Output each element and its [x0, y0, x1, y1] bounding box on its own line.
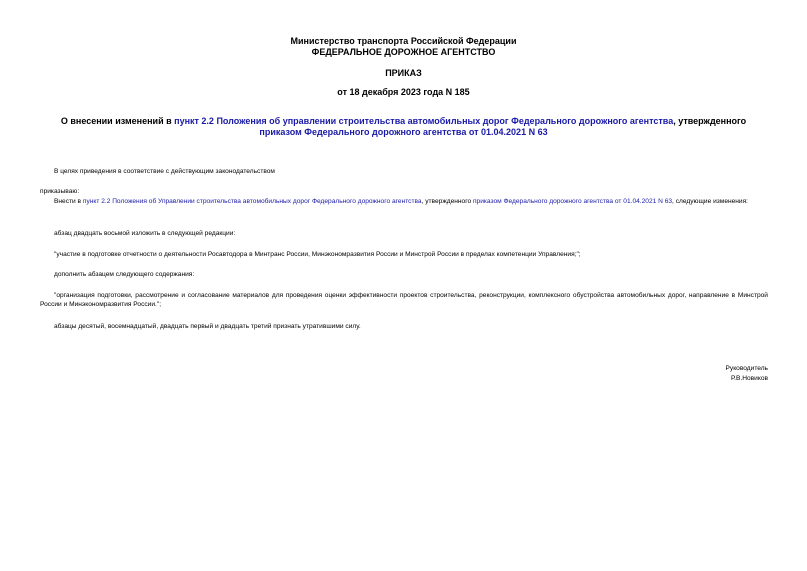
document-date: от 18 декабря 2023 года N 185	[337, 87, 470, 97]
order-word: приказываю:	[40, 188, 80, 195]
paragraph-add: дополнить абзацем следующего содержания:	[54, 271, 195, 278]
p1-prefix: Внести в	[54, 198, 83, 205]
signature-role: Руководитель	[725, 365, 768, 372]
agency-name: ФЕДЕРАЛЬНОЕ ДОРОЖНОЕ АГЕНТСТВО	[311, 47, 496, 57]
document-type: ПРИКАЗ	[385, 68, 422, 78]
paragraph-28-change: абзац двадцать восьмой изложить в следующей редакции:	[54, 230, 236, 237]
title-link-regulation[interactable]: пункт 2.2 Положения об управлении строительства автомобильных дорог Федерального дорожного агентства	[174, 116, 674, 126]
title-middle: , утвержденного	[673, 116, 747, 126]
ministry-name: Министерство транспорта Российской Федерации	[290, 36, 517, 46]
title-prefix: О внесении изменений в	[60, 116, 175, 126]
paragraph-amend	[40, 197, 768, 206]
p1-link-order[interactable]: приказом Федерального дорожного агентства от 01.04.2021 N 63	[472, 198, 673, 205]
paragraph-new-text-28: "участие в подготовке отчетности о деятельности Росавтодора в Минтранс России, Минэкономразвития России и Минстрой России в пределах компетенции Управления;";	[54, 251, 581, 258]
p1-link-regulation[interactable]: пункт 2.2 Положения об Управлении строительства автомобильных дорог Федерального дорожного агентства	[82, 198, 422, 205]
signature-name: Р.В.Новиков	[731, 375, 768, 382]
intro-paragraph: В целях приведения в соответствие с действующим законодательством	[54, 168, 275, 175]
p1-suffix: , следующие изменения:	[672, 198, 749, 205]
paragraph-new-text-added: "организация подготовки, рассмотрение и согласование материалов для проведения оценки эффективности проектов строительства, реконструкции, комплексного обустройства автомобильных дорог, направление в Минстрой России и Минэкономразвития России.";	[40, 292, 768, 308]
p1-middle: , утвержденного	[421, 198, 473, 205]
paragraph-repeal: абзацы десятый, восемнадцатый, двадцать первый и двадцать третий признать утратившими силу.	[54, 323, 361, 330]
title-link-order[interactable]: приказом Федерального дорожного агентства от 01.04.2021 N 63	[259, 127, 548, 137]
document-title	[40, 116, 767, 138]
